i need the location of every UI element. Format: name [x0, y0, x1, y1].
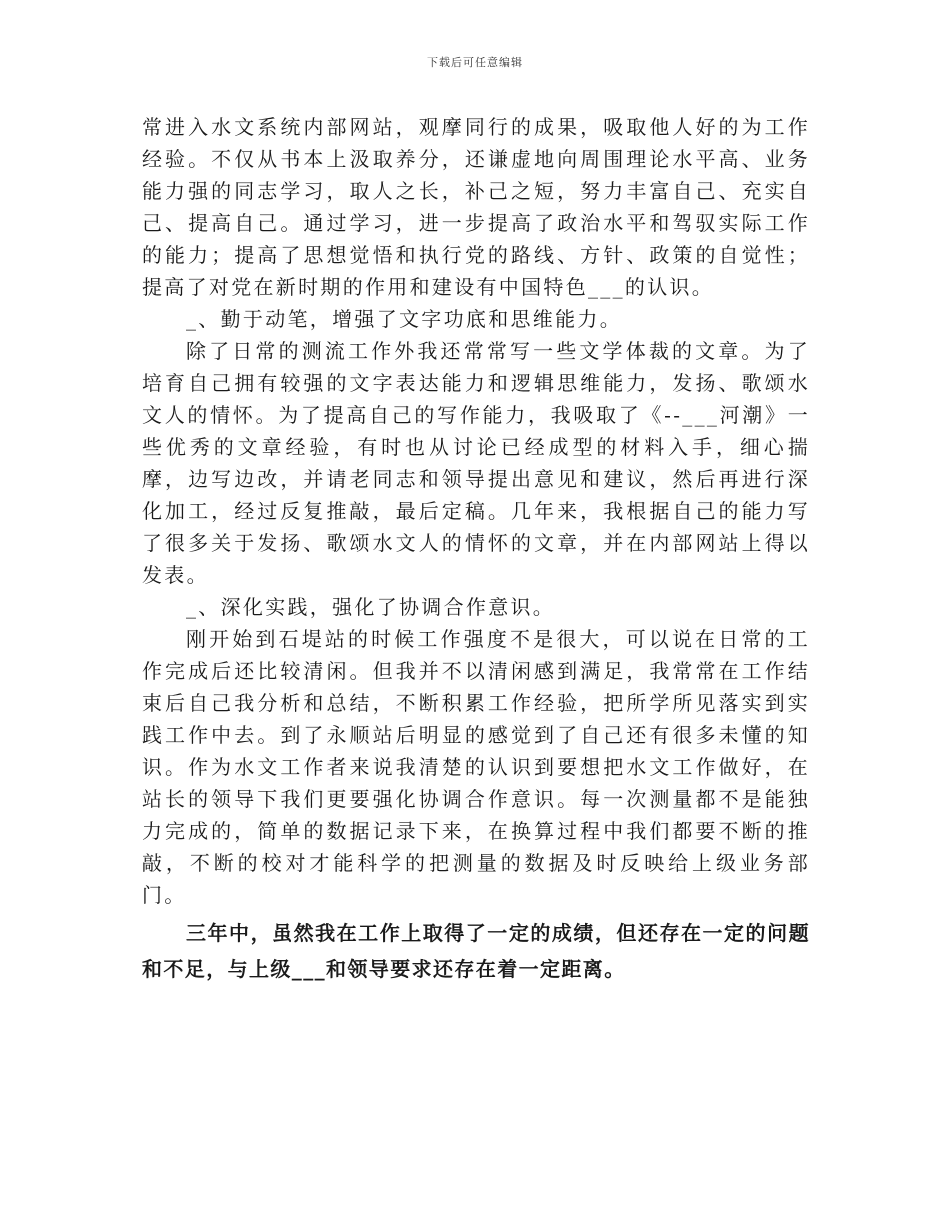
section-heading-writing: _、勤于动笔，增强了文字功底和思维能力。 — [186, 307, 622, 331]
page-header: 下载后可任意编辑 — [427, 56, 523, 69]
paragraph-practice: 刚开始到石堤站的时候工作强度不是很大，可以说在日常的工作完成后还比较清闲。但我并不以清闲感到满足，我常常在工作结束后自己我分析和总结，不断积累工作经验，把所学所见落实到实践工作中去。到了永顺站后明显的感觉到了自己还有很多未懂的知识。作为水文工作者来说我清楚的认识到要想把水文工作做好，在站长的领导下我们更要强化协调合作意识。每一次测量都不是能独力完成的，简单的数据记录下来，在换算过程中我们都要不断的推敲，不断的校对才能科学的把测量的数据及时反映给上级业务部门。 — [142, 627, 810, 907]
section-heading-practice: _、深化实践，强化了协调合作意识。 — [186, 595, 556, 619]
paragraph-study-continuation: 常进入水文系统内部网站，观摩同行的成果，吸取他人好的为工作经验。不仅从书本上汲取养分，还谦虚地向周围理论水平高、业务能力强的同志学习，取人之长，补己之短，努力丰富自己、充实自己、提高自己。通过学习，进一步提高了政治水平和驾驭实际工作的能力；提高了思想觉悟和执行党的路线、方针、政策的自觉性；提高了对党在新时期的作用和建设有中国特色___的认识。 — [142, 115, 810, 299]
document-body — [142, 111, 810, 987]
paragraph-shortcomings: 三年中，虽然我在工作上取得了一定的成绩，但还存在一定的问题和不足，与上级___和领导要求还存在着一定距离。 — [142, 921, 810, 981]
paragraph-writing: 除了日常的测流工作外我还常常写一些文学体裁的文章。为了培育自己拥有较强的文字表达能力和逻辑思维能力，发扬、歌颂水文人的情怀。为了提高自己的写作能力，我吸取了《--___河潮》一些优秀的文章经验，有时也从讨论已经成型的材料入手，细心揣摩，边写边改，并请老同志和领导提出意见和建议，然后再进行深化加工，经过反复推敲，最后定稿。几年来，我根据自己的能力写了很多关于发扬、歌颂水文人的情怀的文章，并在内部网站上得以发表。 — [142, 339, 810, 587]
